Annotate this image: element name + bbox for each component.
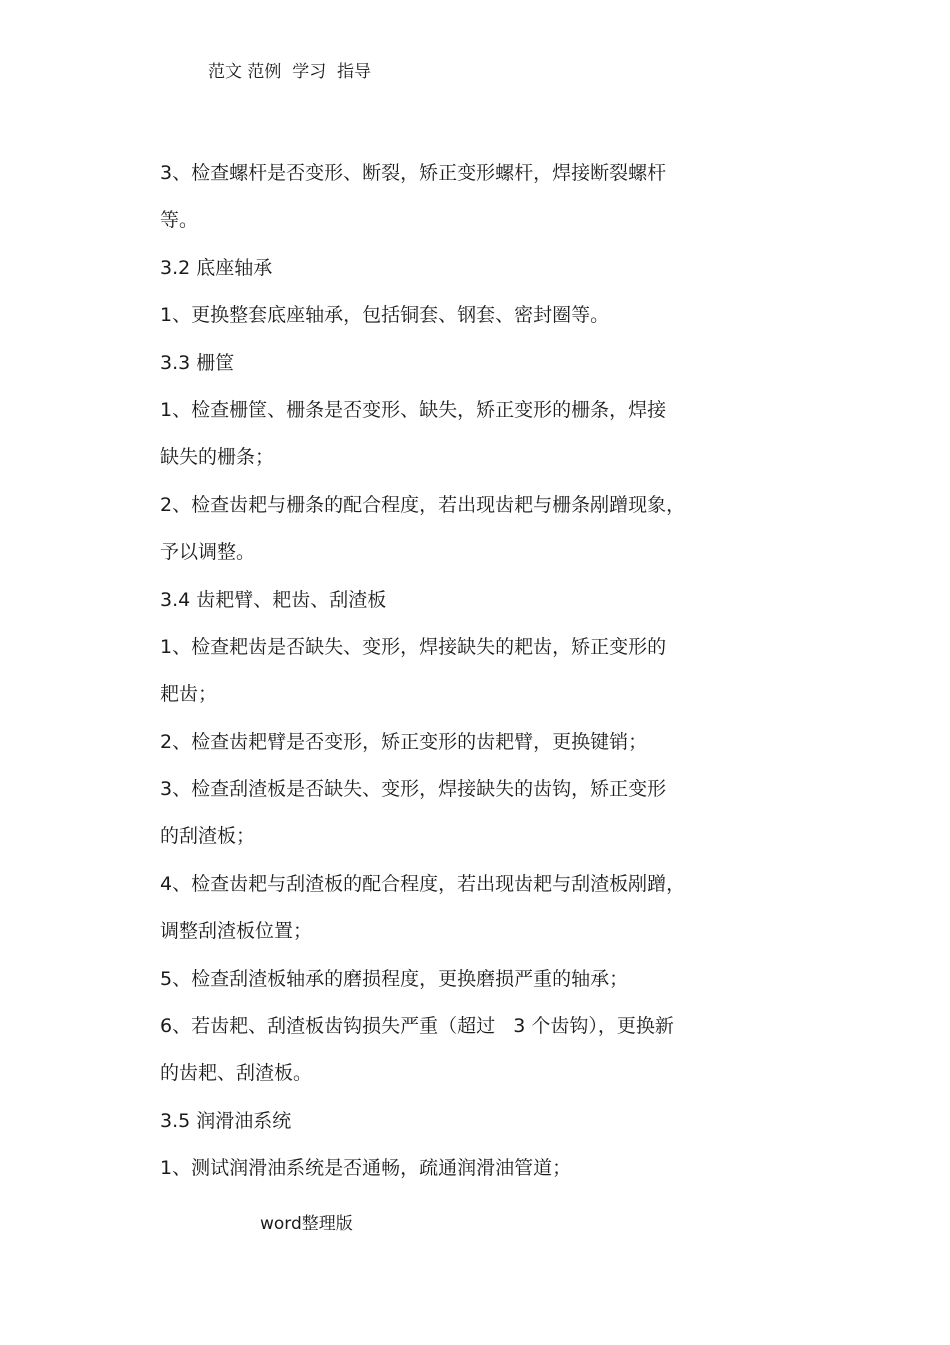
text-line: 3、检查刮渣板是否缺失、变形，焊接缺失的齿钩，矫正变形: [160, 778, 667, 801]
text-line: 2、检查齿耙与栅条的配合程度，若出现齿耙与栅条剐蹭现象，: [160, 493, 686, 516]
text-line: 5、检查刮渣板轴承的磨损程度，更换磨损严重的轴承；: [160, 967, 629, 990]
text-line: 调整刮渣板位置；: [160, 920, 313, 943]
text-line: 6、若齿耙、刮渣板齿钩损失严重（超过 3 个齿钩），更换新: [160, 1015, 674, 1038]
text-line: 予以调整。: [160, 541, 256, 564]
section-heading: 3.5 润滑油系统: [160, 1109, 292, 1132]
text-line: 1、检查耙齿是否缺失、变形，焊接缺失的耙齿，矫正变形的: [160, 635, 667, 658]
text-line: 1、检查栅筐、栅条是否变形、缺失，矫正变形的栅条，焊接: [160, 398, 667, 421]
section-heading: 3.3 栅筐: [160, 351, 235, 374]
text-line: 缺失的栅条；: [160, 446, 275, 469]
text-line: 2、检查齿耙臂是否变形，矫正变形的齿耙臂，更换键销；: [160, 730, 648, 753]
text-line: 的齿耙、刮渣板。: [160, 1062, 313, 1085]
page-footer: word整理版: [260, 1214, 353, 1234]
text-line: 等。: [160, 209, 199, 232]
document-body: [160, 156, 760, 1199]
text-line: 1、更换整套底座轴承，包括铜套、钢套、密封圈等。: [160, 304, 610, 327]
text-line: 3、检查螺杆是否变形、断裂，矫正变形螺杆，焊接断裂螺杆: [160, 162, 667, 184]
page-header: 范文 范例 学习 指导: [208, 62, 372, 82]
text-line: 耙齿；: [160, 683, 218, 706]
text-line: 的刮渣板；: [160, 825, 256, 848]
text-line: 1、测试润滑油系统是否通畅，疏通润滑油管道；: [160, 1157, 572, 1180]
section-heading: 3.2 底座轴承: [160, 256, 273, 279]
section-heading: 3.4 齿耙臂、耙齿、刮渣板: [160, 588, 387, 611]
text-line: 4、检查齿耙与刮渣板的配合程度，若出现齿耙与刮渣板剐蹭，: [160, 872, 686, 895]
